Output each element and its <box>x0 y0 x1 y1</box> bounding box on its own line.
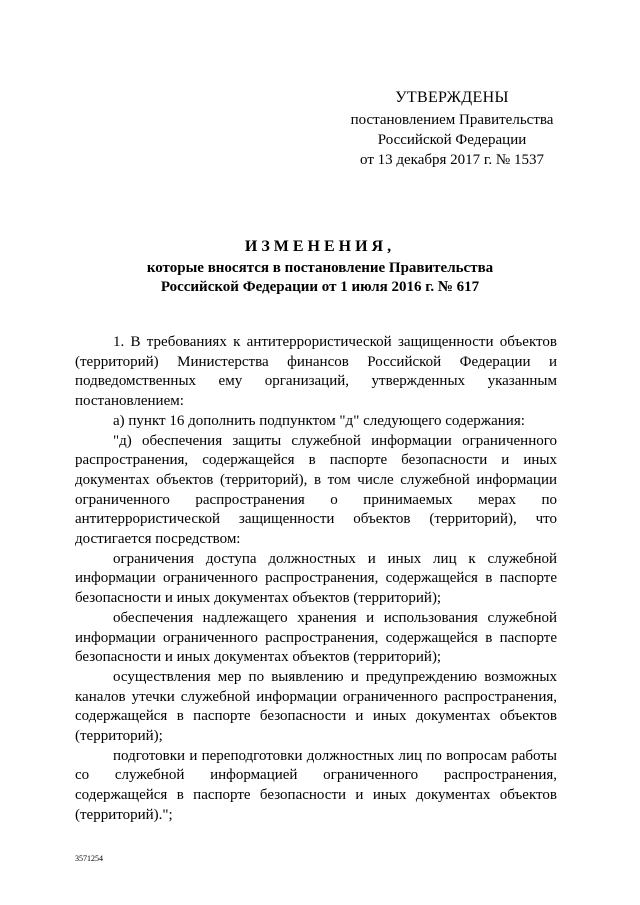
paragraph: осуществления мер по выявлению и предупреждению возможных каналов утечки служебной информации ограниченного распространения, содержащейся в паспорте безопасности и иных документах объектов (территорий); <box>75 668 557 745</box>
approval-stamp <box>338 88 566 170</box>
paragraph: обеспечения надлежащего хранения и использования служебной информации ограниченного распространения, содержащейся в паспорте безопасности и иных документах объектов (территорий); <box>75 609 557 666</box>
paragraph: 1. В требованиях к антитеррористической защищенности объектов (территорий) Министерства финансов Российской Федерации и подведомственных ему организаций, утвержденных указанным постановлением: <box>75 334 557 410</box>
title-subtitle-2: Российской Федерации от 1 июля 2016 г. № 617 <box>160 279 480 295</box>
paragraph: подготовки и переподготовки должностных лиц по вопросам работы со служебной информацией ограниченного распространения, содержащейся в паспорте безопасности и иных документах объектов (территорий)."; <box>75 747 557 823</box>
approval-line-1: постановлением Правительства <box>350 112 554 128</box>
title-subtitle-1: которые вносятся в постановление Правительства <box>146 260 494 276</box>
document-title <box>60 237 580 297</box>
approval-line-2: Российской Федерации <box>377 132 527 148</box>
approval-line-3: от 13 декабря 2017 г. № 1537 <box>360 152 544 168</box>
paragraph: а) пункт 16 дополнить подпунктом "д" следующего содержания: <box>113 412 525 429</box>
paragraph: ограничения доступа должностных и иных лиц к служебной информации ограниченного распространения, содержащейся в паспорте безопасности и иных документах объектов (территорий); <box>75 550 557 607</box>
paragraph: "д) обеспечения защиты служебной информации ограниченного распространения, содержащейся в паспорте безопасности и иных документах объектов (территорий), в том числе служебной информации ограниченного распространения о принимаемых мерах по антитеррористической защищенности объектов (территорий), что достигается посредством: <box>75 432 557 548</box>
approval-heading: УТВЕРЖДЕНЫ <box>395 89 509 106</box>
document-body <box>75 333 557 826</box>
document-code: 3571254 <box>75 854 103 863</box>
title-main: ИЗМЕНЕНИЯ, <box>244 238 396 255</box>
